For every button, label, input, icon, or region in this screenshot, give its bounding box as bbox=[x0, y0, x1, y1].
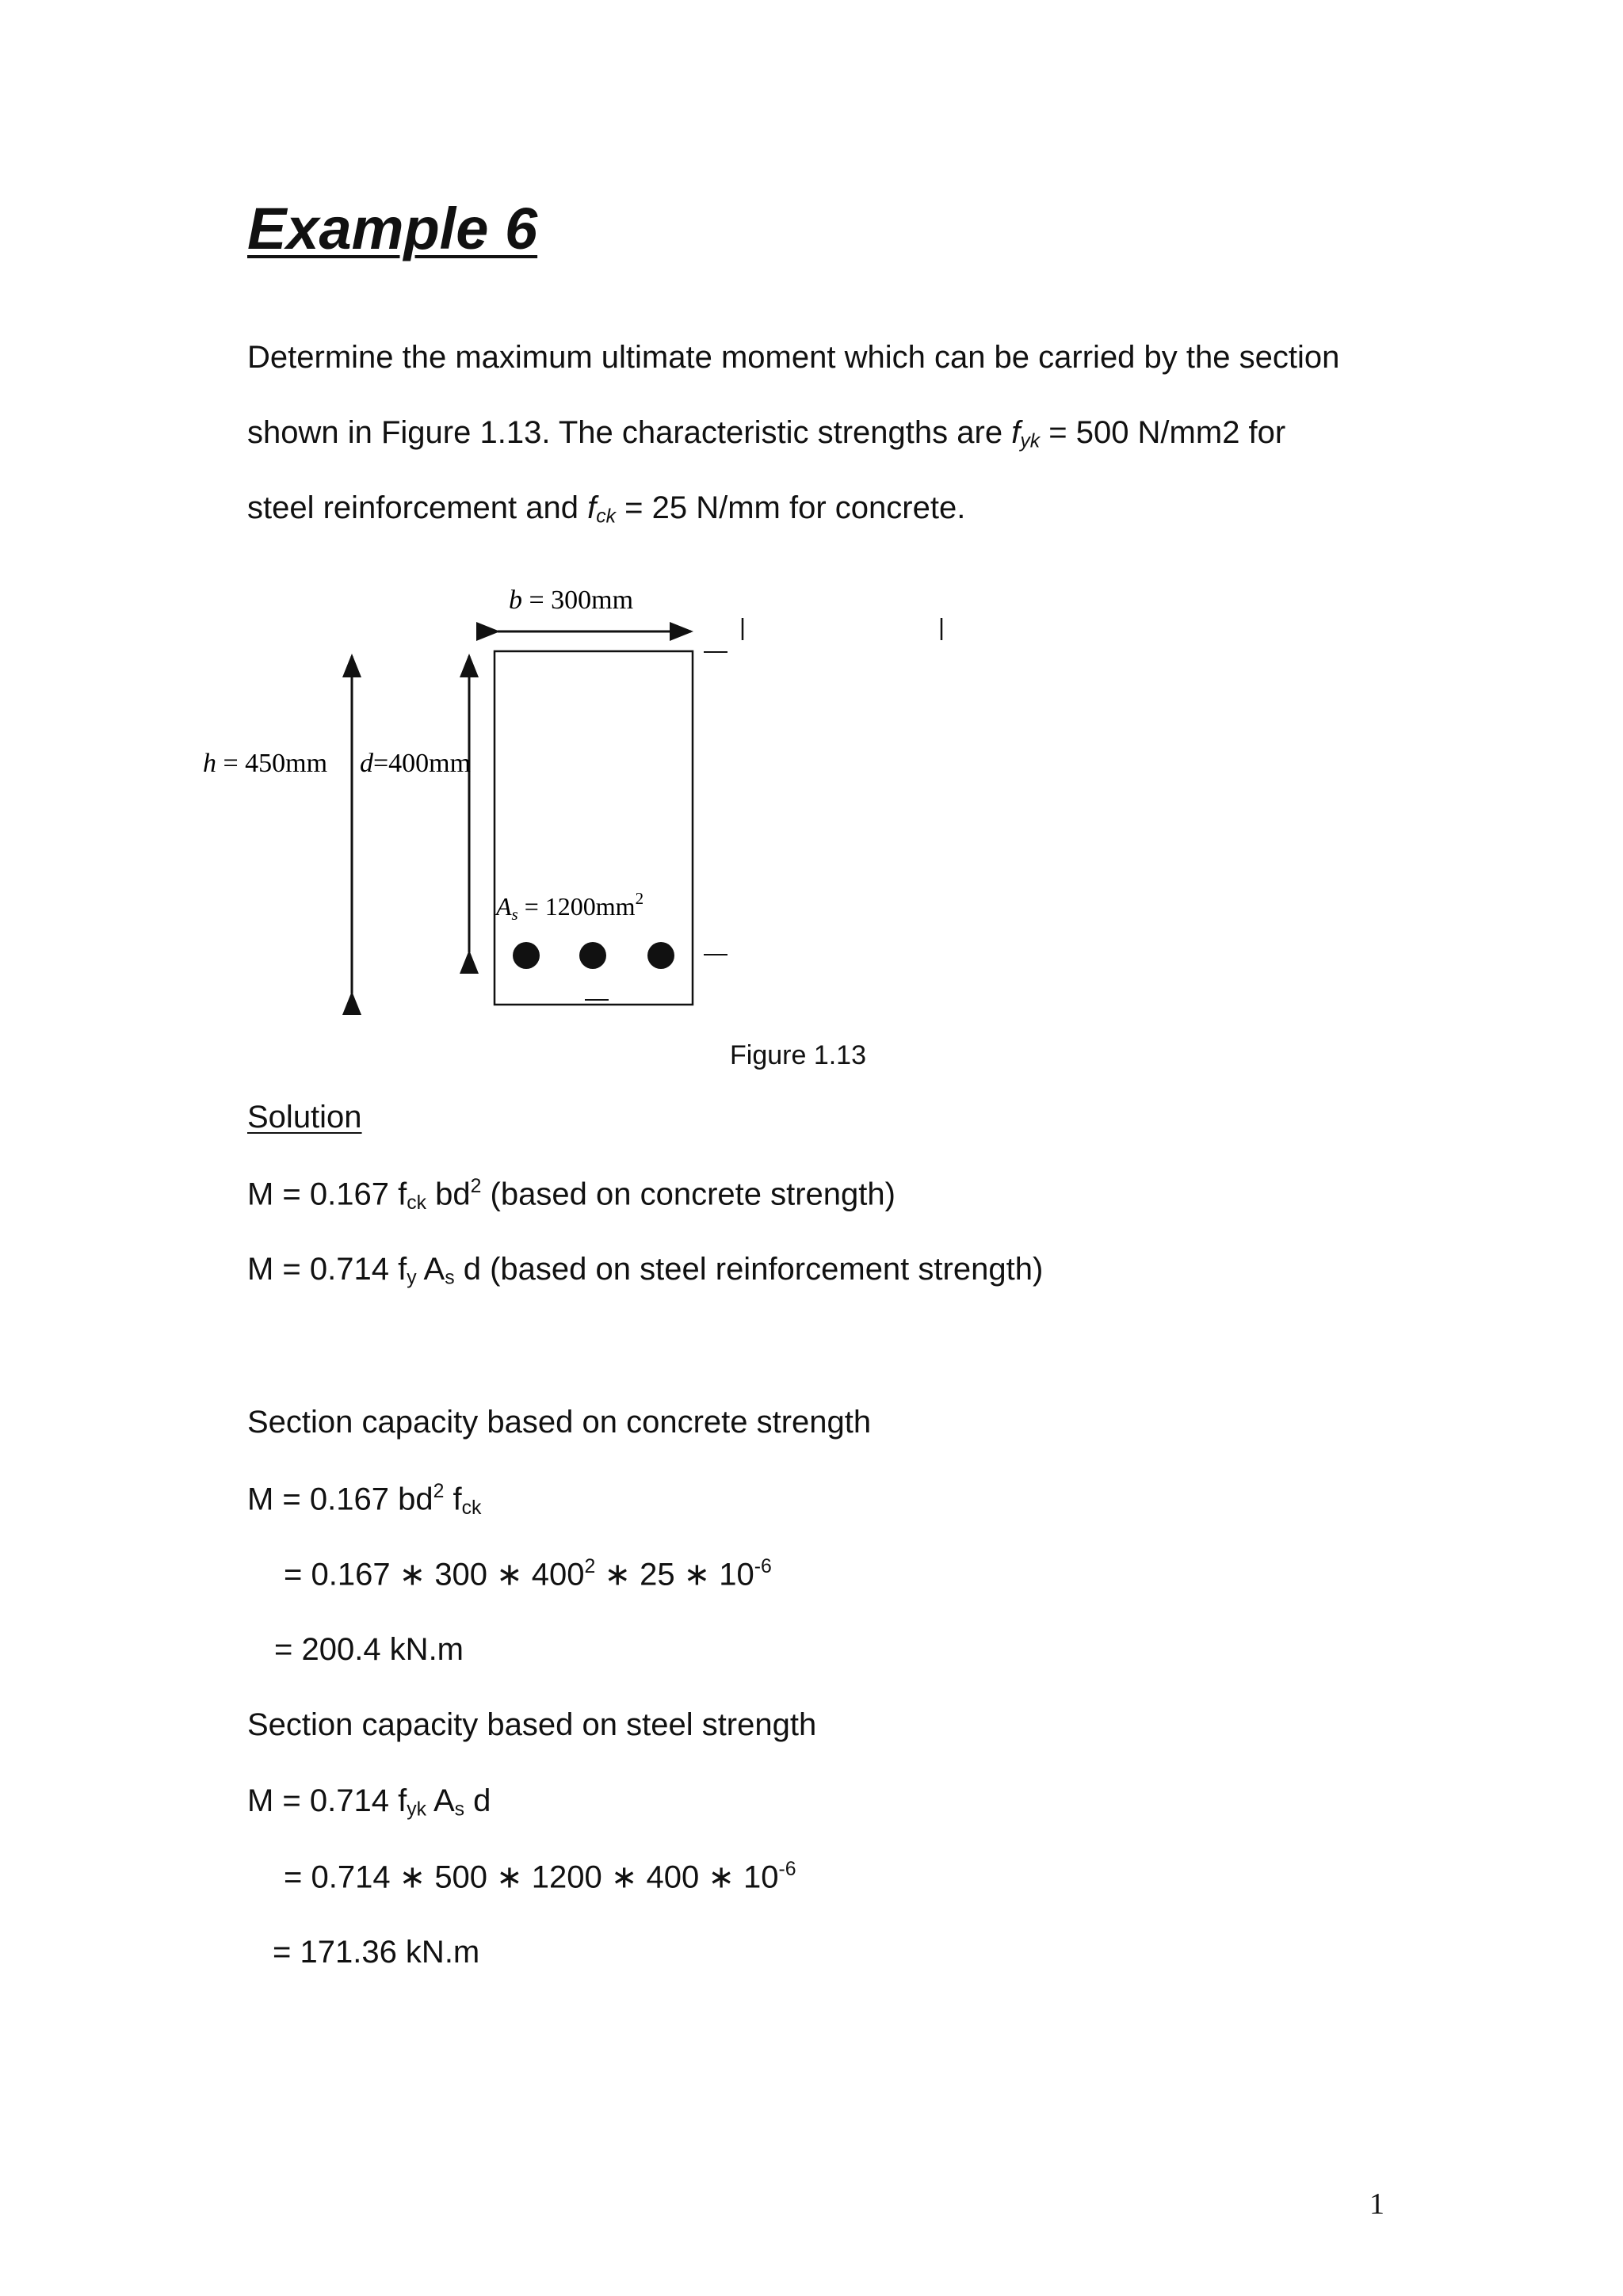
d-var: d bbox=[360, 749, 373, 778]
steel-eq-subscript-2: s bbox=[454, 1798, 465, 1821]
as-superscript: 2 bbox=[635, 889, 644, 908]
width-dimension-label bbox=[509, 585, 633, 615]
steel-calc-superscript: -6 bbox=[778, 1859, 796, 1880]
steel-capacity-heading: Section capacity based on steel strength bbox=[247, 1707, 817, 1742]
fyk-subscript: yk bbox=[1020, 430, 1041, 452]
problem-line-2-text-b: = 500 N/mm2 for bbox=[1040, 415, 1286, 450]
steel-calc-part-a: = 0.714 ∗ 500 ∗ 1200 ∗ 400 ∗ 10 bbox=[284, 1859, 779, 1895]
steel-eq-part-b: A bbox=[426, 1783, 455, 1818]
concrete-eq-part-b: f bbox=[444, 1482, 462, 1517]
page-number: 1 bbox=[1369, 2187, 1384, 2221]
d-value: =400mm bbox=[373, 749, 472, 778]
eq1-part-a: M = 0.167 f bbox=[247, 1177, 407, 1212]
concrete-eq-subscript: ck bbox=[461, 1497, 482, 1519]
eq1-part-c: (based on concrete strength) bbox=[481, 1177, 896, 1212]
rebar-1 bbox=[513, 942, 540, 969]
problem-line-3-text-a: steel reinforcement and bbox=[247, 490, 588, 525]
problem-line-2-text-a: shown in Figure 1.13. The characteristic strengths are bbox=[247, 415, 1012, 450]
concrete-calc-part-b: ∗ 25 ∗ 10 bbox=[595, 1557, 754, 1592]
rebar-2 bbox=[579, 942, 606, 969]
eq2-subscript-1: y bbox=[407, 1267, 417, 1289]
eq2-subscript-2: s bbox=[445, 1267, 455, 1289]
steel-capacity-calculation bbox=[284, 1860, 796, 1893]
eq2-part-a: M = 0.714 f bbox=[247, 1252, 407, 1287]
as-subscript: s bbox=[511, 905, 518, 924]
beam-section-figure bbox=[0, 0, 1623, 1109]
steel-eq-subscript-1: yk bbox=[407, 1798, 427, 1821]
eq2-part-b: A bbox=[416, 1252, 445, 1287]
eq2-part-c: d (based on steel reinforcement strength) bbox=[454, 1252, 1044, 1287]
rebar-3 bbox=[647, 942, 674, 969]
concrete-capacity-result: = 200.4 kN.m bbox=[274, 1632, 464, 1667]
fck-subscript: ck bbox=[596, 505, 617, 528]
concrete-eq-superscript: 2 bbox=[433, 1481, 445, 1502]
concrete-calc-part-a: = 0.167 ∗ 300 ∗ 400 bbox=[284, 1557, 585, 1592]
fck-symbol: f bbox=[587, 490, 597, 525]
eq1-superscript: 2 bbox=[470, 1176, 482, 1197]
as-value: = 1200mm bbox=[517, 892, 636, 921]
steel-area-label bbox=[495, 889, 643, 924]
concrete-capacity-equation bbox=[247, 1482, 481, 1519]
concrete-calc-superscript-2: -6 bbox=[754, 1556, 772, 1577]
h-value: = 450mm bbox=[216, 749, 328, 778]
steel-capacity-equation bbox=[247, 1785, 491, 1820]
solution-heading: Solution bbox=[247, 1100, 362, 1135]
height-dimension-label bbox=[203, 749, 327, 778]
concrete-capacity-heading: Section capacity based on concrete strength bbox=[247, 1405, 872, 1440]
equation-concrete-general bbox=[247, 1177, 896, 1214]
steel-eq-part-c: d bbox=[464, 1783, 491, 1818]
concrete-capacity-calculation bbox=[284, 1558, 772, 1590]
problem-line-1-text: Determine the maximum ultimate moment which can be carried by the section bbox=[247, 340, 1340, 375]
concrete-eq-part-a: M = 0.167 bd bbox=[247, 1482, 433, 1517]
concrete-calc-superscript-1: 2 bbox=[584, 1556, 596, 1577]
problem-line-3-text-b: = 25 N/mm for concrete. bbox=[616, 490, 966, 525]
fyk-symbol: f bbox=[1011, 415, 1021, 450]
figure-caption: Figure 1.13 bbox=[730, 1040, 866, 1070]
steel-capacity-result: = 171.36 kN.m bbox=[273, 1935, 480, 1970]
page-title: Example 6 bbox=[247, 196, 538, 261]
h-var: h bbox=[203, 749, 216, 778]
depth-dimension-label bbox=[360, 749, 471, 778]
eq1-subscript: ck bbox=[407, 1192, 427, 1214]
eq1-part-b: bd bbox=[426, 1177, 471, 1212]
b-var: b bbox=[509, 585, 522, 615]
as-var: A bbox=[496, 892, 512, 921]
steel-eq-part-a: M = 0.714 f bbox=[247, 1783, 407, 1818]
b-value: = 300mm bbox=[522, 585, 634, 615]
equation-steel-general bbox=[247, 1253, 1043, 1288]
